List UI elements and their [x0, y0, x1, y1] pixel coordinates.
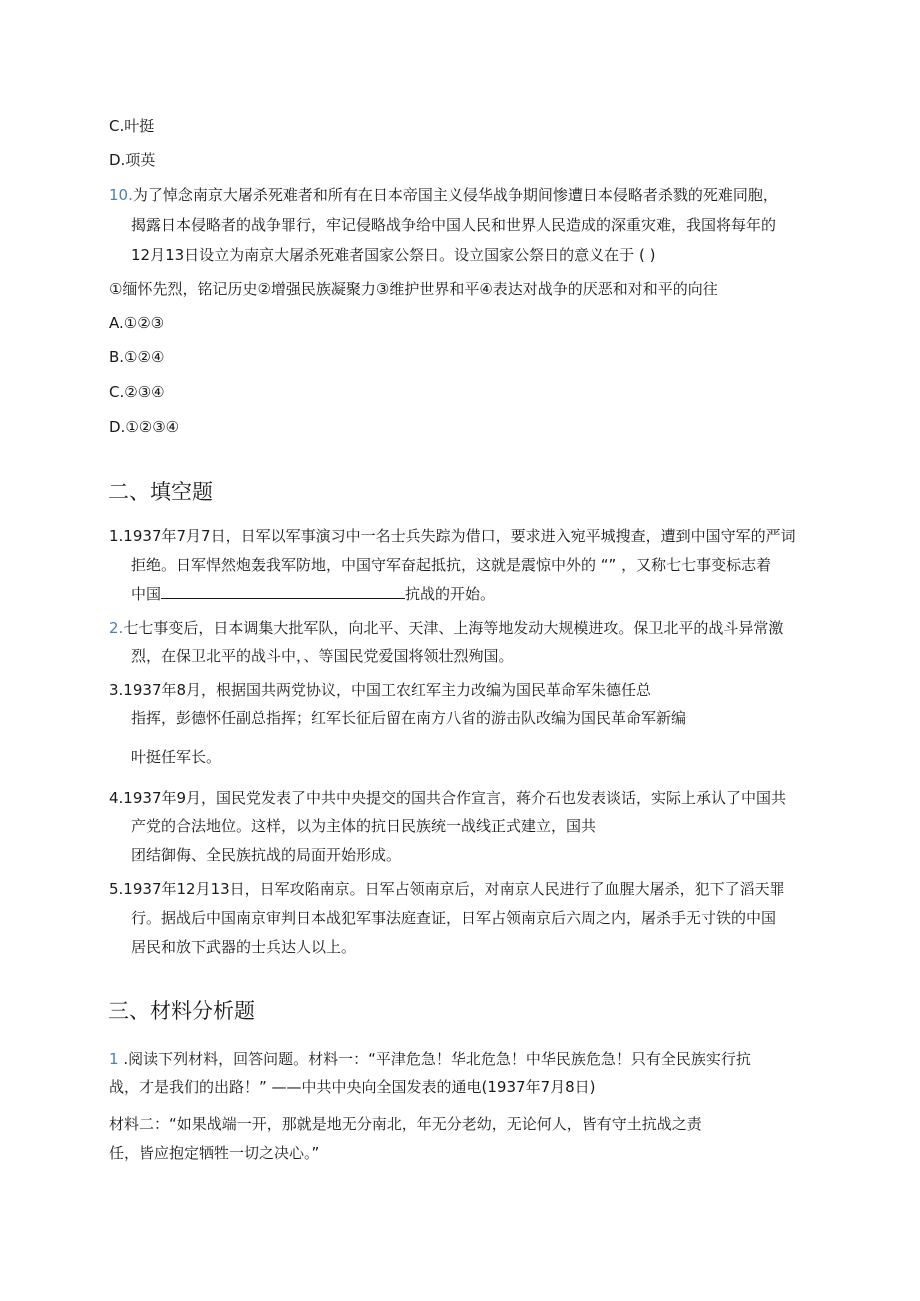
material-2-line-2: 任，皆应抱定牺牲一切之决心。”	[109, 1144, 320, 1162]
section-3-title: 三、材料分析题	[108, 999, 255, 1023]
q9-option-c: C.叶挺	[109, 117, 155, 135]
fill-3-line-3: 叶挺任军长。	[131, 748, 222, 766]
q10-option-d: D.①②③④	[109, 418, 180, 436]
fill-2-text-1: 七七事变后，日本调集大批军队，向北平、天津、上海等地发动大规模进攻。保卫北平的战斗异常激	[123, 619, 784, 637]
fill-2-line-2: 烈，在保卫北平的战斗中，、等国民党爱国将领壮烈殉国。	[131, 647, 514, 665]
q10-line-1	[109, 185, 778, 205]
material-1-line-2: 战，才是我们的出路！” ——中共中央向全国发表的通电(1937年7月8日)	[109, 1078, 596, 1096]
q10-option-c: C.②③④	[109, 383, 165, 401]
fill-1-blank[interactable]	[161, 583, 405, 599]
material-1-text-1: .阅读下列材料，回答问题。材料一：“平津危急！华北危急！中华民族危急！只有全民族实行抗	[118, 1050, 751, 1068]
fill-2-number: 2.	[109, 619, 124, 637]
q10-line-2: 揭露日本侵略者的战争罪行，牢记侵略战争给中国人民和世界人民造成的深重灾难，我国将每年的	[131, 216, 777, 234]
material-1-number: 1	[109, 1050, 119, 1068]
fill-4-line-1: 4.1937年9月，国民党发表了中共中央提交的国共合作宣言，蒋介石也发表谈话，实际上承认了中国共	[109, 789, 787, 807]
q10-text-1: 为了悼念南京大屠杀死难者和所有在日本帝国主义侵华战争期间惨遭日本侵略者杀戮的死难同胞，	[132, 186, 778, 204]
q10-number: 10.	[109, 186, 133, 204]
fill-3-line-2: 指挥，彭德怀任副总指挥；红军长征后留在南方八省的游击队改编为国民革命军新编	[131, 709, 687, 727]
q10-option-b: B.①②④	[109, 348, 165, 366]
fill-5-line-2: 行。据战后中国南京审判日本战犯军事法庭查证，日军占领南京后六周之内，屠杀手无寸铁的中国	[131, 909, 777, 927]
fill-2-line-1	[109, 618, 783, 638]
material-1-line-1	[109, 1049, 751, 1069]
material-2-line-1: 材料二：“如果战端一开，那就是地无分南北，年无分老幼，无论何人，皆有守土抗战之责	[109, 1115, 702, 1133]
q10-line-3: 12月13日设立为南京大屠杀死难者国家公祭日。设立国家公祭日的意义在于 ( )	[131, 246, 656, 264]
fill-1-prefix: 中国	[131, 585, 162, 603]
section-2-title: 二、填空题	[108, 480, 213, 504]
fill-5-line-3: 居民和放下武器的士兵达人以上。	[131, 938, 357, 956]
q10-option-a: A.①②③	[109, 314, 165, 332]
fill-1-line-2: 拒绝。日军悍然炮轰我军防地，中国守军奋起抵抗，这就是震惊中外的 “” ，又称七七事变标志着	[131, 556, 772, 574]
fill-5-line-1: 5.1937年12月13日，日军攻陷南京。日军占领南京后，对南京人民进行了血腥大屠杀，犯下了滔天罪	[109, 880, 785, 898]
fill-1-suffix: 抗战的开始。	[405, 585, 496, 603]
q10-statements: ①缅怀先烈，铭记历史②增强民族凝聚力③维护世界和平④表达对战争的厌恶和对和平的向往	[109, 280, 718, 298]
fill-4-line-2: 产党的合法地位。这样，以为主体的抗日民族统一战线正式建立，国共	[131, 817, 597, 835]
fill-4-line-3: 团结御侮、全民族抗战的局面开始形成。	[131, 846, 402, 864]
fill-1-line-3	[131, 583, 495, 604]
fill-1-line-1: 1.1937年7月7日，日军以军事演习中一名士兵失踪为借口，要求进入宛平城搜查，遭到中国守军的严词	[109, 527, 796, 545]
q9-option-d: D.项英	[109, 151, 156, 169]
fill-3-line-1: 3.1937年8月，根据国共两党协议，中国工农红军主力改编为国民革命军朱德任总	[109, 681, 652, 699]
